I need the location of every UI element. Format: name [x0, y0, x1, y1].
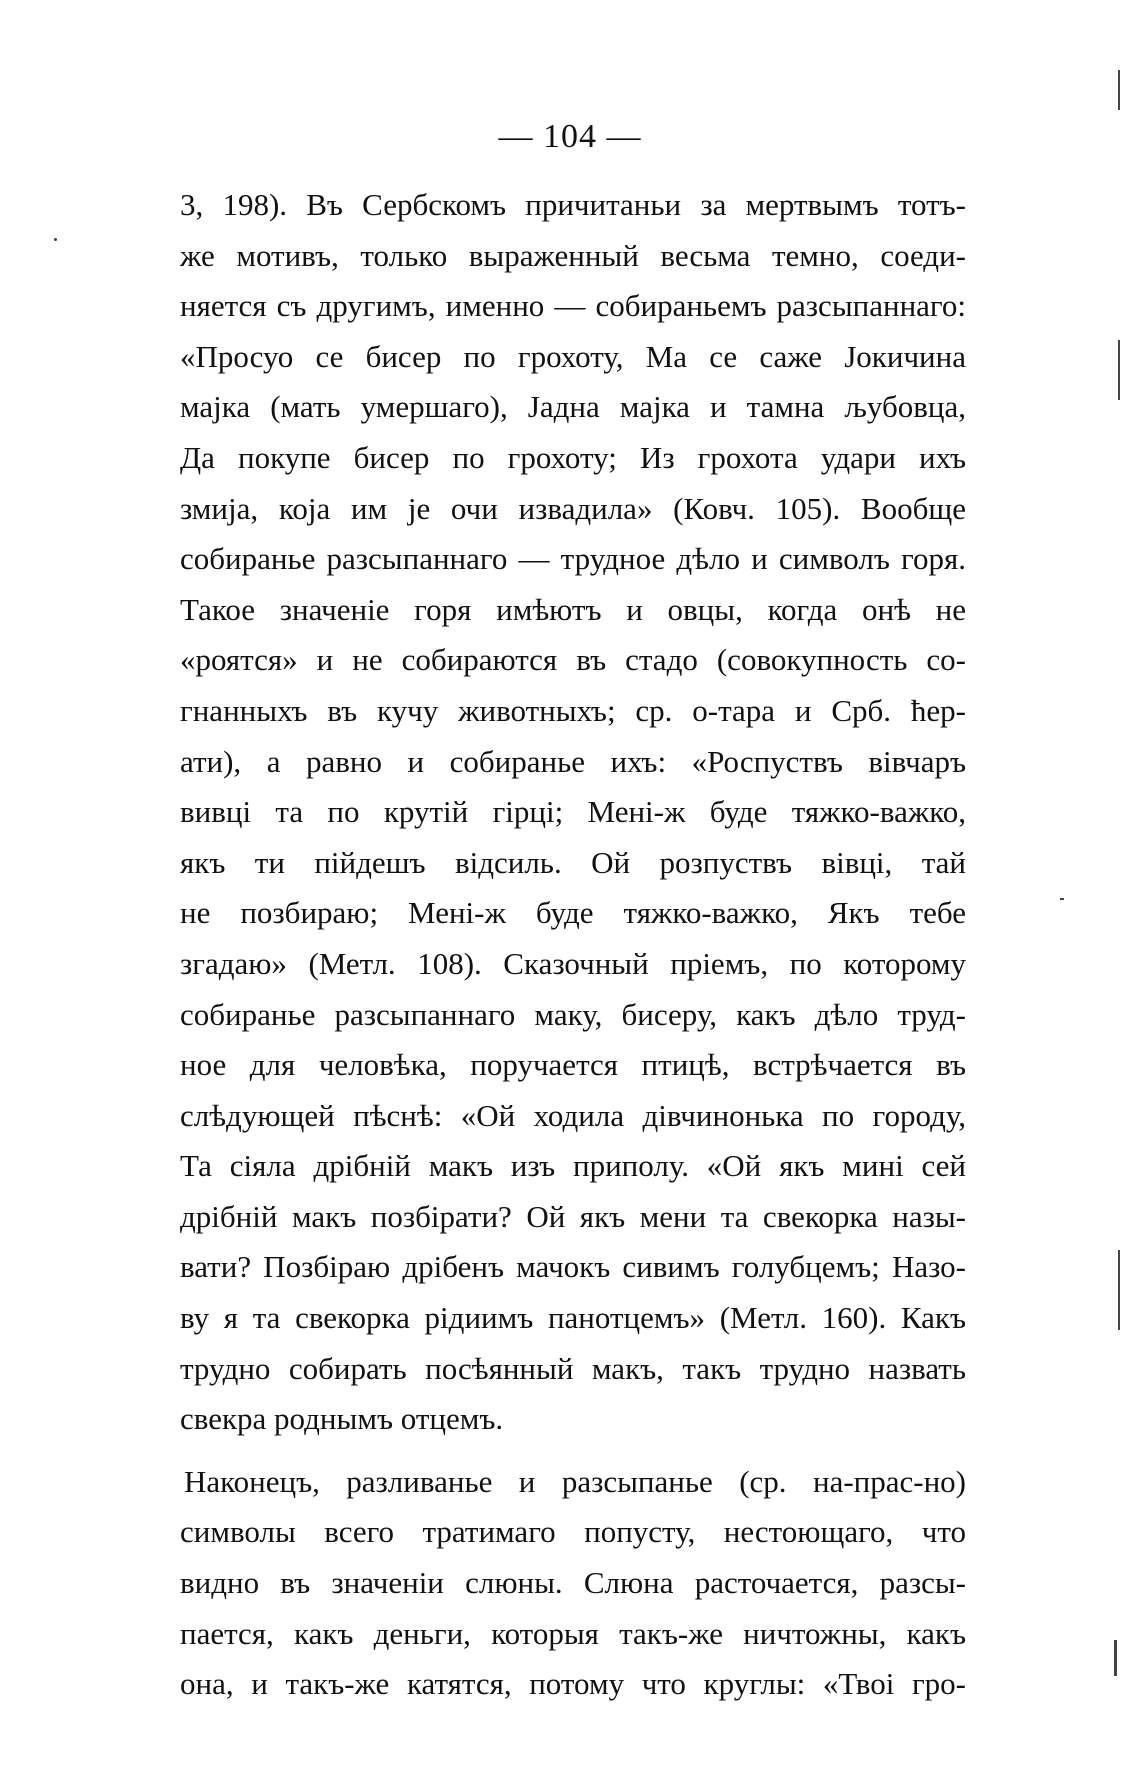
text-line: символы всего тратимаго попусту, нестоющаго, что — [180, 1514, 966, 1550]
paragraph-gap — [180, 1445, 966, 1457]
text-line: ати), а равно и собиранье ихъ: «Роспуствъ вівчаръ — [180, 743, 966, 779]
margin-mark — [1118, 340, 1120, 400]
text-line: змија, која им је очи извадила» (Ковч. 105). Вообще — [180, 490, 966, 526]
text-line: вати? Позбіраю дрібенъ мачокъ сивимъ голубцемъ; Назо- — [180, 1249, 966, 1285]
text-line: ву я та свекорка рідиимъ панотцемъ» (Метл. 160). Какъ — [180, 1300, 966, 1336]
text-line: згадаю» (Метл. 108). Сказочный пріемъ, по которому — [180, 945, 966, 981]
text-line: Наконецъ, разливанье и разсыпанье (ср. на-прас-но) — [184, 1463, 966, 1499]
margin-mark — [1118, 1250, 1120, 1330]
text-line: она, и такъ-же катятся, потому что круглы: «Твоі гро- — [180, 1666, 966, 1702]
text-line: вивці та по крутій гірці; Мені-ж буде тяжко-важко, — [180, 794, 966, 830]
text-line: свекра роднымъ отцемъ. — [180, 1401, 504, 1437]
text-line: Да покупе бисер по грохоту; Из грохота удари ихъ — [180, 439, 966, 475]
text-line: «Просуо се бисер по грохоту, Ма се саже Јокичина — [180, 338, 966, 374]
text-line: же мотивъ, только выраженный весьма темно, соеди- — [180, 237, 966, 273]
margin-mark — [1114, 1640, 1117, 1676]
text-line: дрібній макъ позбірати? Ой якъ мени та свекорка назы- — [180, 1198, 966, 1234]
text-line: не позбираю; Мені-ж буде тяжко-важко, Якъ тебе — [180, 895, 966, 931]
margin-mark — [1118, 70, 1120, 110]
text-line: гнанныхъ въ кучу животныхъ; ср. о-тара и Срб. ћер- — [180, 692, 966, 728]
text-line: ное для человѣка, поручается птицѣ, встрѣчается въ — [180, 1047, 966, 1083]
paragraph-2 — [180, 1457, 966, 1710]
text-line: Такое значеніе горя имѣютъ и овцы, когда онѣ не — [180, 591, 966, 627]
body-text — [180, 180, 966, 1710]
text-line: собиранье разсыпаннаго маку, бисеру, какъ дѣло труд- — [180, 996, 966, 1032]
text-line: мајка (мать умершаго), Јадна мајка и тамна љубовца, — [180, 389, 966, 425]
margin-dot — [54, 238, 57, 241]
text-line: собиранье разсыпаннаго — трудное дѣло и символъ горя. — [180, 541, 966, 577]
paragraph-1 — [180, 180, 966, 1445]
text-line: няется съ другимъ, именно — собираньемъ разсыпаннаго: — [180, 288, 966, 324]
text-line: Та сіяла дрібній макъ изъ приполу. «Ой якъ мині сей — [180, 1148, 966, 1184]
text-line: 3, 198). Въ Сербскомъ причитаньи за мертвымъ тотъ- — [180, 187, 966, 222]
page-number: — 104 — — [498, 118, 642, 155]
text-line: «роятся» и не собираются въ стадо (совокупность со- — [180, 642, 966, 678]
text-line: якъ ти пійдешъ відсиль. Ой розпуствъ вівці, тай — [180, 844, 966, 880]
text-line: слѣдующей пѣснѣ: «Ой ходила дівчинонька по городу, — [180, 1097, 966, 1133]
margin-dot — [1060, 898, 1064, 900]
text-line: видно въ значеніи слюны. Слюна расточается, разсы- — [180, 1565, 966, 1601]
text-line: трудно собирать посѣянный макъ, такъ трудно назвать — [180, 1350, 966, 1386]
text-line: пается, какъ деньги, которыя такъ-же ничтожны, какъ — [180, 1615, 966, 1651]
